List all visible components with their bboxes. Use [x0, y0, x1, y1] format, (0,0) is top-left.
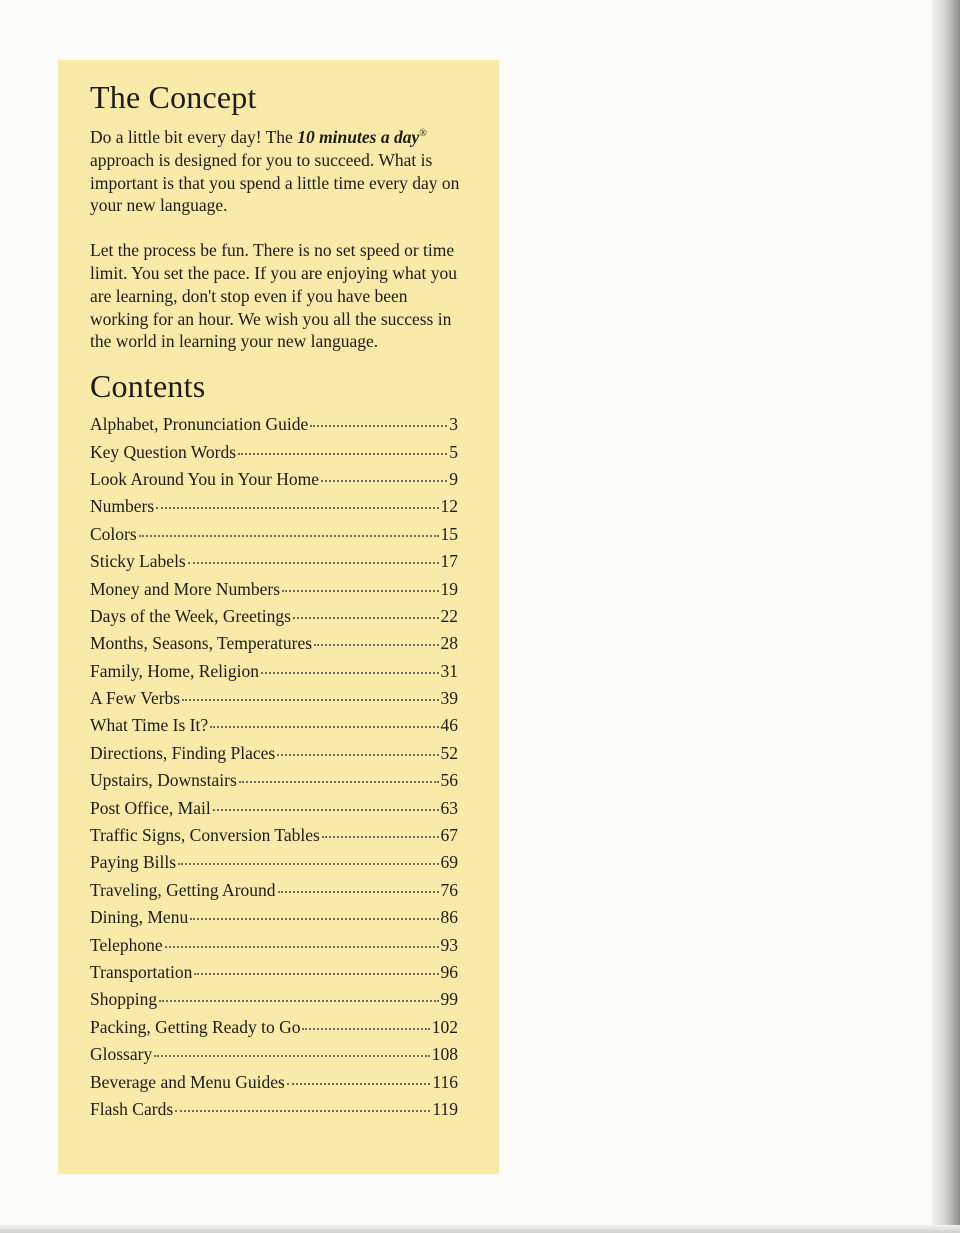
- concept-p1-end: approach is designed for you to succeed. What is important is that you spend a little time every day on your new language.: [90, 149, 460, 216]
- registered-mark: ®: [419, 128, 427, 140]
- toc-entry-page: 31: [440, 660, 458, 681]
- toc-entry-page: 99: [440, 989, 458, 1010]
- toc-entry: [90, 822, 458, 849]
- toc-entry-title: Directions, Finding Places: [90, 742, 276, 763]
- toc-entry-title: Paying Bills: [90, 852, 177, 873]
- toc-entry-page: 28: [440, 633, 458, 654]
- page-bottom-shadow: [0, 1225, 960, 1233]
- toc-dot-leader: [322, 836, 439, 838]
- toc-dot-leader: [278, 891, 439, 893]
- table-of-contents: [90, 411, 458, 1123]
- toc-entry: [90, 1096, 458, 1123]
- toc-entry: [90, 439, 458, 466]
- toc-dot-leader: [239, 781, 439, 783]
- toc-dot-leader: [139, 535, 439, 537]
- concept-paragraph-1: [90, 126, 470, 217]
- toc-entry-title: Packing, Getting Ready to Go: [90, 1016, 301, 1037]
- toc-entry-page: 86: [440, 907, 458, 928]
- toc-entry: [90, 1014, 458, 1041]
- toc-entry: [90, 712, 458, 739]
- toc-dot-leader: [287, 1083, 431, 1085]
- toc-entry-page: 15: [440, 523, 458, 544]
- toc-entry: [90, 685, 458, 712]
- toc-entry: [90, 630, 458, 657]
- toc-entry: [90, 795, 458, 822]
- toc-entry-title: What Time Is It?: [90, 715, 209, 736]
- toc-entry: [90, 932, 458, 959]
- toc-entry-title: Telephone: [90, 934, 163, 955]
- toc-dot-leader: [210, 726, 438, 728]
- toc-entry-title: Shopping: [90, 989, 158, 1010]
- toc-entry: [90, 658, 458, 685]
- toc-entry: [90, 849, 458, 876]
- toc-entry: [90, 466, 458, 493]
- toc-dot-leader: [190, 918, 438, 920]
- toc-entry: [90, 521, 458, 548]
- toc-dot-leader: [165, 946, 439, 948]
- toc-entry-title: Beverage and Menu Guides: [90, 1071, 285, 1092]
- toc-entry-page: 63: [440, 797, 458, 818]
- toc-entry-page: 116: [432, 1071, 458, 1092]
- toc-entry-page: 93: [440, 934, 458, 955]
- toc-dot-leader: [213, 809, 439, 811]
- concept-heading: The Concept: [90, 79, 257, 115]
- toc-entry: [90, 576, 458, 603]
- toc-entry-page: 9: [449, 468, 458, 489]
- toc-dot-leader: [277, 754, 438, 756]
- toc-dot-leader: [293, 617, 439, 619]
- toc-entry-page: 19: [440, 578, 458, 599]
- toc-entry-title: Money and More Numbers: [90, 578, 281, 599]
- toc-entry-title: Family, Home, Religion: [90, 660, 259, 681]
- toc-dot-leader: [156, 507, 438, 509]
- toc-dot-leader: [238, 453, 447, 455]
- toc-dot-leader: [282, 590, 438, 592]
- toc-entry-title: Glossary: [90, 1044, 153, 1065]
- toc-entry-title: Traveling, Getting Around: [90, 879, 276, 900]
- toc-dot-leader: [302, 1028, 429, 1030]
- toc-entry-page: 96: [440, 961, 458, 982]
- toc-dot-leader: [261, 672, 439, 674]
- toc-dot-leader: [178, 863, 438, 865]
- toc-entry: [90, 986, 458, 1013]
- toc-entry: [90, 603, 458, 630]
- concept-paragraph-2: Let the process be fun. There is no set speed or time limit. You set the pace. If you are enjoying what you are learning, don't stop even if you have been working for an hour. We wish you all the success in the world in learning your new language.: [90, 240, 457, 352]
- contents-heading: Contents: [90, 368, 206, 405]
- toc-entry-page: 56: [440, 770, 458, 791]
- toc-entry-page: 39: [440, 688, 458, 709]
- toc-entry-page: 22: [440, 605, 458, 626]
- toc-entry: [90, 411, 458, 438]
- toc-dot-leader: [314, 644, 438, 646]
- toc-entry-page: 76: [440, 879, 458, 900]
- toc-entry-title: Dining, Menu: [90, 907, 189, 928]
- toc-dot-leader: [194, 973, 438, 975]
- toc-entry-title: Sticky Labels: [90, 551, 186, 572]
- toc-entry-page: 108: [431, 1044, 458, 1065]
- toc-dot-leader: [182, 699, 438, 701]
- toc-entry-page: 52: [440, 742, 458, 763]
- toc-entry: [90, 740, 458, 767]
- toc-entry-title: Alphabet, Pronunciation Guide: [90, 414, 309, 435]
- toc-entry-title: Days of the Week, Greetings: [90, 605, 291, 626]
- toc-entry: [90, 767, 458, 794]
- toc-entry-title: Look Around You in Your Home: [90, 468, 319, 489]
- toc-entry-page: 46: [440, 715, 458, 736]
- toc-entry-title: Key Question Words: [90, 441, 237, 462]
- toc-entry: [90, 1069, 458, 1096]
- toc-entry-title: Flash Cards: [90, 1098, 174, 1119]
- toc-entry: [90, 877, 458, 904]
- yellow-sidebar-panel: [58, 60, 499, 1174]
- toc-dot-leader: [154, 1055, 430, 1057]
- toc-entry: [90, 959, 458, 986]
- toc-entry-title: Traffic Signs, Conversion Tables: [90, 825, 320, 846]
- toc-entry-page: 17: [440, 551, 458, 572]
- page-edge-shadow: [932, 0, 960, 1233]
- toc-entry-title: Upstairs, Downstairs: [90, 770, 237, 791]
- toc-dot-leader: [188, 562, 439, 564]
- toc-entry-title: Colors: [90, 523, 137, 544]
- toc-entry-page: 69: [440, 852, 458, 873]
- toc-entry-page: 5: [449, 441, 458, 462]
- toc-entry-page: 3: [449, 414, 458, 435]
- toc-dot-leader: [321, 480, 447, 482]
- toc-entry: [90, 904, 458, 931]
- toc-entry-page: 119: [432, 1098, 458, 1119]
- toc-dot-leader: [175, 1110, 430, 1112]
- concept-p1-start: Do a little bit every day! The: [90, 127, 298, 147]
- toc-entry-title: Months, Seasons, Temperatures: [90, 633, 313, 654]
- toc-entry: [90, 493, 458, 520]
- toc-entry-page: 102: [431, 1016, 458, 1037]
- toc-entry-page: 12: [440, 496, 458, 517]
- toc-dot-leader: [159, 1000, 438, 1002]
- toc-entry-title: Post Office, Mail: [90, 797, 211, 818]
- toc-entry-title: Transportation: [90, 961, 193, 982]
- toc-entry-title: A Few Verbs: [90, 688, 181, 709]
- toc-entry-page: 67: [440, 825, 458, 846]
- toc-entry-title: Numbers: [90, 496, 155, 517]
- toc-entry: [90, 548, 458, 575]
- toc-entry: [90, 1041, 458, 1068]
- concept-p1-emphasis: 10 minutes a day: [297, 127, 420, 147]
- toc-dot-leader: [310, 425, 447, 427]
